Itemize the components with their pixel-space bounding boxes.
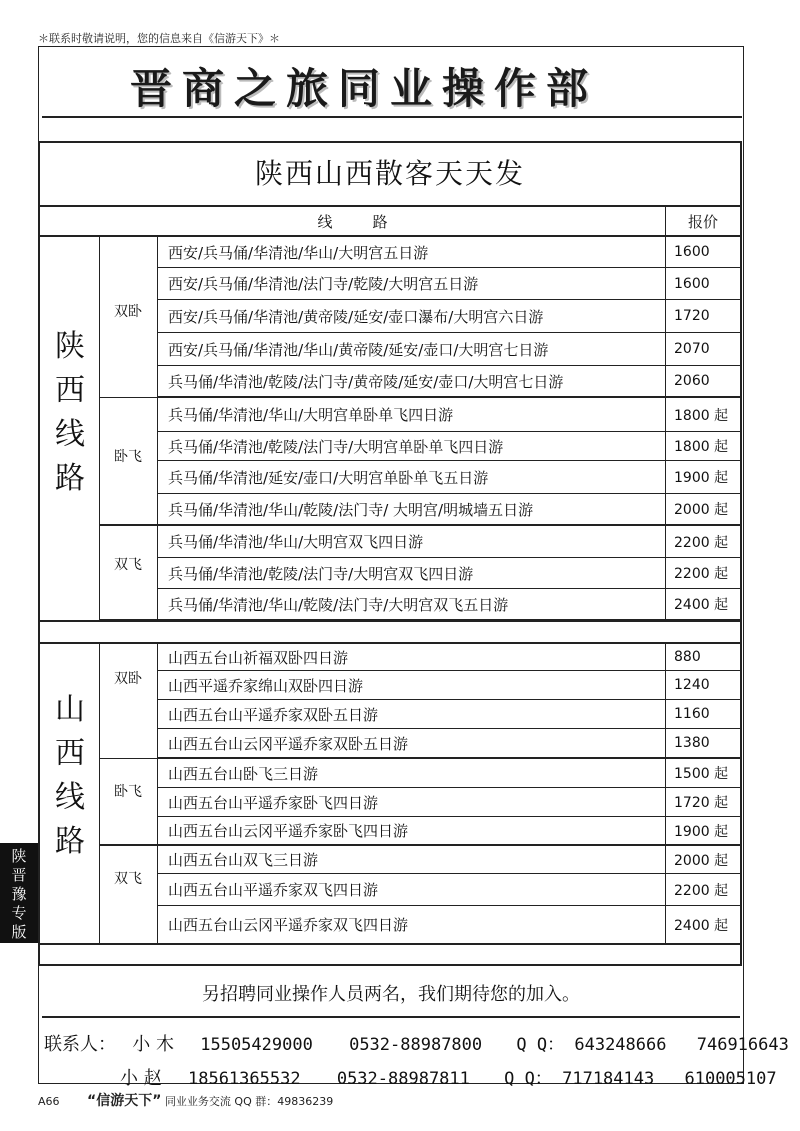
route-cell: 山西五台山双飞三日游 (158, 846, 666, 873)
price-cell: 2000 起 (674, 852, 729, 869)
table-row (158, 589, 742, 620)
contact-qq-1: 643248666 (574, 1035, 667, 1055)
route-cell: 山西五台山平遥乔家双飞四日游 (158, 874, 666, 905)
group-shaanxi-sleeper-fly (100, 398, 158, 526)
route-cell: 西安/兵马俑/华清池/华山/大明宫五日游 (158, 237, 666, 267)
table-row (158, 788, 742, 817)
table-row (158, 432, 742, 461)
table-row (158, 817, 742, 846)
group-shaanxi-sleeper (100, 237, 158, 398)
region-gap (40, 620, 740, 644)
contact-qq-1: 717184143 (562, 1069, 655, 1089)
banner-divider (42, 116, 742, 118)
route-cell: 兵马俑/华清池/华山/大明宫双飞四日游 (158, 526, 666, 557)
table-row (158, 644, 742, 671)
route-cell: 西安/兵马俑/华清池/法门寺/乾陵/大明宫五日游 (158, 268, 666, 299)
route-cell: 兵马俑/华清池/华山/乾陵/法门寺/大明宫双飞五日游 (158, 589, 666, 619)
banner (70, 50, 710, 114)
table-bottom-band (40, 943, 740, 964)
footer-text: 同业业务交流 QQ 群：49836239 (164, 1095, 334, 1108)
side-tab-char: 豫 (11, 885, 27, 903)
side-tab-char: 晋 (11, 866, 27, 884)
region-shaanxi-text: 陕西线路 (55, 329, 85, 496)
table-row (158, 333, 742, 366)
contact-qq-label: Q Q： (516, 1035, 565, 1055)
group-label: 双飞 (114, 557, 142, 573)
table-row (158, 494, 742, 526)
price-cell: 1160 (674, 706, 710, 722)
route-cell: 山西五台山云冈平遥乔家卧飞四日游 (158, 817, 666, 844)
table-row (158, 237, 742, 268)
route-cell: 西安/兵马俑/华清池/黄帝陵/延安/壶口瀑布/大明宫六日游 (158, 300, 666, 332)
contact-qq-2: 610005107 (684, 1069, 777, 1089)
price-cell: 2200 起 (674, 882, 729, 899)
price-cell: 1900 起 (674, 823, 729, 840)
group-label: 双飞 (114, 871, 142, 887)
contact-line-2 (120, 1064, 777, 1090)
price-cell: 1720 (674, 308, 710, 324)
contact-line-1 (44, 1030, 789, 1056)
route-cell: 山西平遥乔家绵山双卧四日游 (158, 671, 666, 699)
route-cell: 山西五台山祈福双卧四日游 (158, 644, 666, 670)
price-cell: 2200 起 (674, 534, 729, 551)
table-row (158, 300, 742, 333)
header-price: 报价 (666, 207, 740, 237)
contact-qq-2: 746916643 (696, 1035, 789, 1055)
price-table (38, 141, 742, 966)
contact-mobile: 18561365532 (187, 1069, 301, 1089)
route-cell: 兵马俑/华清池/华山/大明宫单卧单飞四日游 (158, 398, 666, 431)
page-footer (38, 1090, 333, 1110)
price-cell: 1800 起 (674, 407, 729, 424)
region-shaanxi (40, 237, 100, 620)
side-tab-char: 版 (11, 923, 27, 941)
contact-phone: 0532-88987811 (336, 1069, 470, 1089)
route-cell: 山西五台山平遥乔家卧飞四日游 (158, 788, 666, 816)
price-cell: 1380 (674, 735, 710, 751)
table-row (158, 461, 742, 494)
table-row (158, 874, 742, 906)
route-cell: 西安/兵马俑/华清池/华山/黄帝陵/延安/壶口/大明宫七日游 (158, 333, 666, 365)
group-shanxi-sleeper (100, 644, 158, 759)
table-title: 陕西山西散客天天发 (40, 143, 740, 207)
table-row (158, 759, 742, 788)
price-cell: 2200 起 (674, 566, 729, 582)
side-tab-char: 陕 (11, 847, 27, 865)
table-row (158, 366, 742, 398)
contact-label: 联系人： (44, 1034, 116, 1055)
contact-qq-label: Q Q： (504, 1069, 552, 1089)
route-cell: 山西五台山平遥乔家双卧五日游 (158, 700, 666, 728)
table-row (158, 398, 742, 432)
route-cell: 山西五台山云冈平遥乔家双飞四日游 (158, 906, 666, 943)
price-cell: 1800 起 (674, 439, 729, 455)
group-shaanxi-fly (100, 526, 158, 620)
recruit-notice: 另招聘同业操作人员两名，我们期待您的加入。 (202, 984, 580, 1005)
recruit-divider (42, 1016, 740, 1018)
page-number: A66 (38, 1095, 60, 1108)
side-tab (0, 843, 38, 943)
price-cell: 1600 (674, 244, 710, 260)
region-shanxi-label (40, 688, 100, 864)
price-cell: 1720 起 (674, 795, 729, 811)
group-shanxi-sleeper-fly (100, 759, 158, 846)
group-label: 卧飞 (114, 784, 142, 800)
table-row (158, 700, 742, 729)
table-row (158, 846, 742, 874)
price-cell: 1500 起 (674, 766, 729, 782)
group-label: 双卧 (114, 304, 142, 320)
group-label: 双卧 (114, 671, 142, 687)
group-label: 卧飞 (114, 449, 142, 465)
route-cell: 兵马俑/华清池/华山/乾陵/法门寺/ 大明宫/明城墙五日游 (158, 494, 666, 524)
side-tab-char: 专 (11, 904, 27, 922)
banner-title: 晋商之旅同业操作部 (130, 64, 599, 113)
region-shanxi-text: 山西线路 (55, 692, 85, 859)
route-cell: 兵马俑/华清池/乾陵/法门寺/黄帝陵/延安/壶口/大明宫七日游 (158, 366, 666, 396)
price-cell: 2070 (674, 341, 710, 357)
region-shanxi (40, 644, 100, 943)
region-shaanxi-label (40, 325, 100, 501)
price-cell: 2000 起 (674, 502, 729, 518)
price-cell: 880 (674, 649, 701, 665)
footer-brand: “信游天下” (87, 1093, 162, 1109)
contact-name: 小 赵 (120, 1068, 162, 1089)
table-row (158, 526, 742, 558)
route-cell: 兵马俑/华清池/乾陵/法门寺/大明宫双飞四日游 (158, 558, 666, 588)
top-note: ＊联系时敬请说明，您的信息来自《信游天下》＊ (38, 32, 280, 45)
route-cell: 兵马俑/华清池/乾陵/法门寺/大明宫单卧单飞四日游 (158, 432, 666, 460)
contact-name: 小 木 (132, 1034, 174, 1055)
table-row (158, 906, 742, 943)
table-row (158, 729, 742, 759)
price-cell: 1240 (674, 677, 710, 693)
contact-mobile: 15505429000 (200, 1035, 313, 1055)
route-cell: 兵马俑/华清池/延安/壶口/大明宫单卧单飞五日游 (158, 461, 666, 493)
group-shanxi-fly (100, 846, 158, 943)
price-cell: 1900 起 (674, 470, 729, 486)
price-cell: 2060 (674, 373, 710, 389)
route-cell: 山西五台山卧飞三日游 (158, 759, 666, 787)
price-cell: 1600 (674, 275, 710, 292)
table-row (158, 268, 742, 300)
table-row (158, 671, 742, 700)
header-route: 线路 (40, 207, 666, 237)
route-cell: 山西五台山云冈平遥乔家双卧五日游 (158, 729, 666, 757)
table-row (158, 558, 742, 589)
contact-phone: 0532-88987800 (349, 1035, 483, 1055)
price-cell: 2400 起 (674, 917, 729, 934)
price-cell: 2400 起 (674, 597, 729, 613)
